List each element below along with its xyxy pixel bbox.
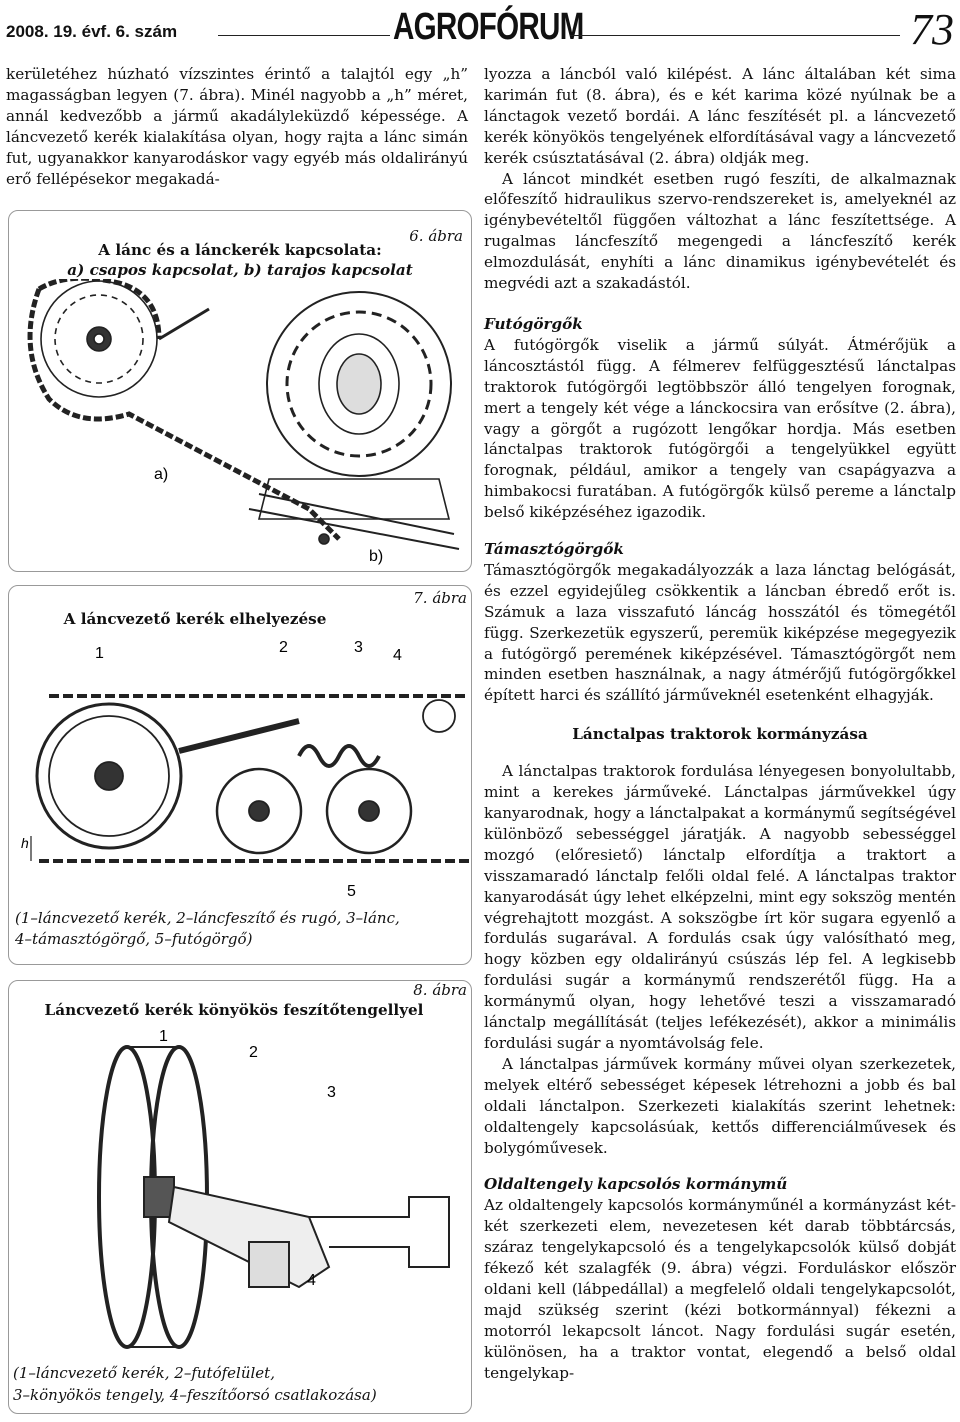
kormanyzas-heading: Lánctalpas traktorok kormányzása (572, 725, 868, 744)
issue-label: 2008. 19. évf. 6. szám (6, 22, 178, 41)
header-rule-right (570, 35, 900, 36)
futogorgok-heading: Futógörgők (484, 314, 583, 333)
page-header (0, 0, 960, 62)
figure-7-title: A láncvezető kerék elhelyezése (63, 610, 327, 628)
page-number: 73 (910, 5, 954, 54)
label-1: 1 (159, 1028, 168, 1045)
intro-paragraph: kerületéhez húzható vízszintes érintő a talajtól egy „h” magasságban legyen (7. ábra). Minél nagyobb a „h” méret, annál kedvezőbb a jármű akadályleküzdő képessége. A láncvezető kerék kialakítása olyan, hogy rajta a lánc simán fut, ugyanakkor kanyarodáskor vagy egyéb más oldalirányú erő fellépésekor megakadá- (6, 65, 468, 188)
label-5: 5 (347, 883, 356, 900)
label-a: a) (154, 466, 169, 483)
oldaltengely-heading: Oldaltengely kapcsolós kormánymű (484, 1175, 788, 1194)
futogorgok-text: A futógörgők viselik a jármű súlyát. Átmérőjük a láncosztástól függ. A félmerev felfüggesztésű lánctalpas traktorok futógörgői legtöbbször álló tengelyen forognak, mert a tengely két vége a lánckocsira van erősítve (2. ábra), vagy a görgőt a rugózott lengőkar hordja. Más esetben lánctalpas traktorok futógörgői a tengelyükkel együtt forognak, például, amikor a tengely van csapágyazva a himbakocsi furatában. A futógörgők külső pereme a lánctalp belső kiképzéséhez igazodik. (484, 335, 956, 522)
figure-8-title: Láncvezető kerék könyökös feszítőtengellyel (44, 1001, 424, 1019)
oldaltengely-text: Az oldaltengely kapcsolós kormányműnél a kormányzást két-két szerkezeti elem, nevezetesen két darab többtárcsás, száraz tengelykapcsoló és a tengelykapcsolók külső dobját fékező két szalagfék (9. ábra) végzi. Forduláskor először oldani kell (lábpedállal) a megfelelő oldali tengelykapcsolót, majd szükség szerint (kézi botkormánnyal) fékezni a motorról lekapcsolt láncot. Nagy fordulási sugár esetén, különösen, ha a traktor vontat, elegendő a belső oldal tengelykap- (484, 1196, 956, 1382)
tamaszto-text: Támasztógörgők megakadályozzák a laza lánctag belógását, és ezzel egyidejűleg csökkentik a láncban ébredő erőt is. Számuk a laza visszafutó láncág hosszától és tömegétől függ. Szerkezetük egyszerű, peremük kiképzése megegyezik a futógörgő peremének kiképzésével. Támasztógörgőt nem minden esetben használnak, a nagy átmérőjű futógörgőkkel épített harci és szállító járműveknél esetenként elhagyják. (484, 560, 956, 705)
label-4: 4 (393, 647, 402, 664)
figure-7-caption-1: (1–láncvezető kerék, 2–láncfeszítő és rugó, 3–lánc, (15, 909, 400, 927)
label-2: 2 (249, 1044, 258, 1061)
figure-6-number: 6. ábra (409, 227, 463, 245)
figure-6-drawing (9, 279, 469, 569)
kormanyzas-paragraph-2: A lánctalpas járművek kormány művei olyan szerkezetek, melyek eltérő sebességet képesek létrehozni a jobb és bal oldali lánctalpon. Szerkezeti kialakítás szerint lehetnek: oldaltengely kapcsolásúak, kettős differenciálművesek és bolygóművesek. (484, 1054, 956, 1157)
figure-7-number: 7. ábra (413, 589, 467, 607)
label-h: h (21, 835, 29, 851)
label-3: 3 (354, 639, 363, 656)
figure-8-caption-2: 3–könyökös tengely, 4–feszítőorsó csatlakozása) (13, 1386, 377, 1404)
figure-7 (8, 585, 472, 965)
label-1: 1 (95, 645, 104, 662)
label-2: 2 (279, 639, 288, 656)
figure-6-title-2: a) csapos kapcsolat, b) tarajos kapcsolat (67, 261, 413, 279)
figure-8-number: 8. ábra (413, 981, 467, 999)
figure-8-drawing (9, 1027, 469, 1357)
tooth-sprocket (249, 292, 459, 549)
label-4: 4 (307, 1272, 316, 1289)
label-3: 3 (327, 1084, 336, 1101)
left-intro-text (6, 64, 468, 189)
brand-logo: AGROFÓRUM (393, 6, 584, 48)
right-paragraph-2: A láncot mindkét esetben rugó feszíti, de alkalmaznak előfeszítő hidraulikus szervo-rendszereket is, amelyeknél az igénybevételtől függően változhat a lánc feszítettsége. A rugalmas láncfeszítő megengedi a láncfeszítő kerék elmozdulását, enyhíti a lánc dinamikus igénybevételét és megvédi azt a szakadástól. (484, 169, 956, 293)
figure-7-caption-2: 4–támasztógörgő, 5–futógörgő) (15, 930, 253, 948)
right-paragraph-1: lyozza a láncból való kilépést. A lánc általában két sima karimán fut (8. ábra), és e két karima közé nyúlnak be a lánctagok vezető bordái. A lánc feszítését pl. a láncvezető kerék könyökös tengelyének elfordításával vagy a láncvezető kerék csúsztatásával (2. ábra) oldják meg. (484, 65, 956, 167)
figure-8 (8, 980, 472, 1414)
figure-8-caption-1: (1–láncvezető kerék, 2–futófelület, (13, 1364, 275, 1382)
kormanyzas-paragraph-1: A lánctalpas traktorok fordulása lényegesen bonyolultabb, mint a kerekes járműveké. Lánctalpas járművekkel úgy kanyarodnak, hogy a lánctalpakat a kormánymű segítségével különböző sebességgel járatják. A nagyobb sebességgel mozgó (előresiető) lánctalp elfordítja a traktort a visszamaradó lánctalp felőli oldal felé. A lánctalpas traktor kanyarodását úgy lehet elképzelni, mint egy sokszög mentén végrehajtott mozgást. A sokszögbe írt kör sugara egyenlő a fordulás sugarával. A fordulás csak úgy valósítható meg, hogy közben egy oldalirányú csúszás lép fel. A legkisebb fordulási sugár a kormánymű rendszerétől függ. Ha a kormánymű olyan, hogy lehetővé teszi a visszamaradó lánctalp megállítását (teljes lefékezését), akkor a minimális fordulási sugár a nyomtávolság fele. (484, 762, 956, 1052)
figure-6-title-1: A lánc és a lánckerék kapcsolata: (98, 241, 382, 259)
header-rule-left (218, 35, 390, 36)
figure-6 (8, 210, 472, 572)
figure-7-drawing (9, 636, 469, 906)
label-b: b) (369, 548, 384, 565)
tamaszto-heading: Támasztógörgők (484, 540, 624, 559)
right-column (484, 64, 956, 1383)
